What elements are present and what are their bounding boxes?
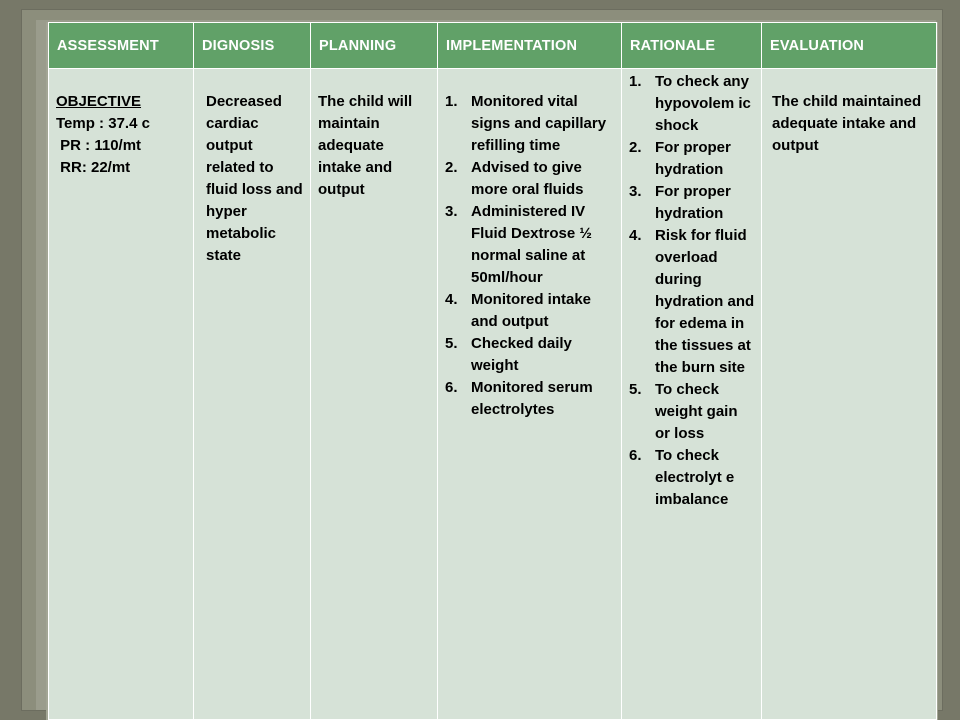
objective-title: OBJECTIVE <box>56 93 142 110</box>
list-item <box>445 91 615 157</box>
implementation-list <box>445 91 615 421</box>
header-planning: PLANNING <box>311 23 438 69</box>
list-item <box>629 379 755 445</box>
list-number: 1. <box>445 93 458 110</box>
header-assessment: ASSESSMENT <box>49 23 194 69</box>
rationale-list <box>629 71 755 511</box>
list-number: 3. <box>445 203 458 220</box>
planning-cell <box>311 69 438 720</box>
list-number: 6. <box>445 379 458 396</box>
implementation-item: Advised to give more oral fluids <box>471 159 584 198</box>
header-rationale: RATIONALE <box>622 23 762 69</box>
list-number: 5. <box>629 381 642 398</box>
header-diagnosis: DIGNOSIS <box>194 23 311 69</box>
vital-respiration: RR: 22/mt <box>56 159 131 176</box>
implementation-item: Monitored vital signs and capillary refilling time <box>471 93 607 154</box>
diagnosis-cell <box>194 69 311 720</box>
implementation-item: Monitored serum electrolytes <box>471 379 593 418</box>
list-number: 4. <box>445 291 458 308</box>
rationale-cell <box>622 69 762 720</box>
vital-temp: Temp : 37.4 c <box>56 115 150 132</box>
header-evaluation: EVALUATION <box>762 23 937 69</box>
list-item <box>629 137 755 181</box>
planning-text: The child will maintain adequate intake and output <box>318 93 413 198</box>
implementation-item: Monitored intake and output <box>471 291 592 330</box>
list-number: 2. <box>445 159 458 176</box>
list-item <box>445 289 615 333</box>
list-number: 6. <box>629 447 642 464</box>
list-number: 2. <box>629 139 642 156</box>
rationale-item: For proper hydration <box>655 139 731 178</box>
list-item <box>445 333 615 377</box>
rationale-item: For proper hydration <box>655 183 731 222</box>
implementation-item: Administered IV Fluid Dextrose ½ normal saline at 50ml/hour <box>471 203 592 286</box>
evaluation-cell <box>762 69 937 720</box>
rationale-item: To check electrolyt e imbalance <box>655 447 735 508</box>
evaluation-text: The child maintained adequate intake and output <box>772 93 922 154</box>
list-number: 1. <box>629 73 642 90</box>
implementation-cell <box>438 69 622 720</box>
header-row <box>49 23 937 69</box>
list-number: 3. <box>629 183 642 200</box>
list-item <box>629 445 755 511</box>
list-item <box>629 225 755 379</box>
diagnosis-text: Decreased cardiac output related to fluid loss and hyper metabolic state <box>206 93 303 264</box>
list-item <box>445 201 615 289</box>
list-item <box>629 71 755 137</box>
list-item <box>629 181 755 225</box>
table-row <box>49 69 937 720</box>
list-number: 5. <box>445 335 458 352</box>
assessment-cell <box>49 69 194 720</box>
care-plan-table <box>48 22 937 720</box>
list-number: 4. <box>629 227 642 244</box>
rationale-item: Risk for fluid overload during hydration and for edema in the tissues at the burn site <box>655 227 755 376</box>
vital-pulse: PR : 110/mt <box>56 137 142 154</box>
header-implementation: IMPLEMENTATION <box>438 23 622 69</box>
list-item <box>445 157 615 201</box>
list-item <box>445 377 615 421</box>
implementation-item: Checked daily weight <box>471 335 572 374</box>
rationale-item: To check any hypovolem ic shock <box>655 73 751 134</box>
rationale-item: To check weight gain or loss <box>655 381 738 442</box>
